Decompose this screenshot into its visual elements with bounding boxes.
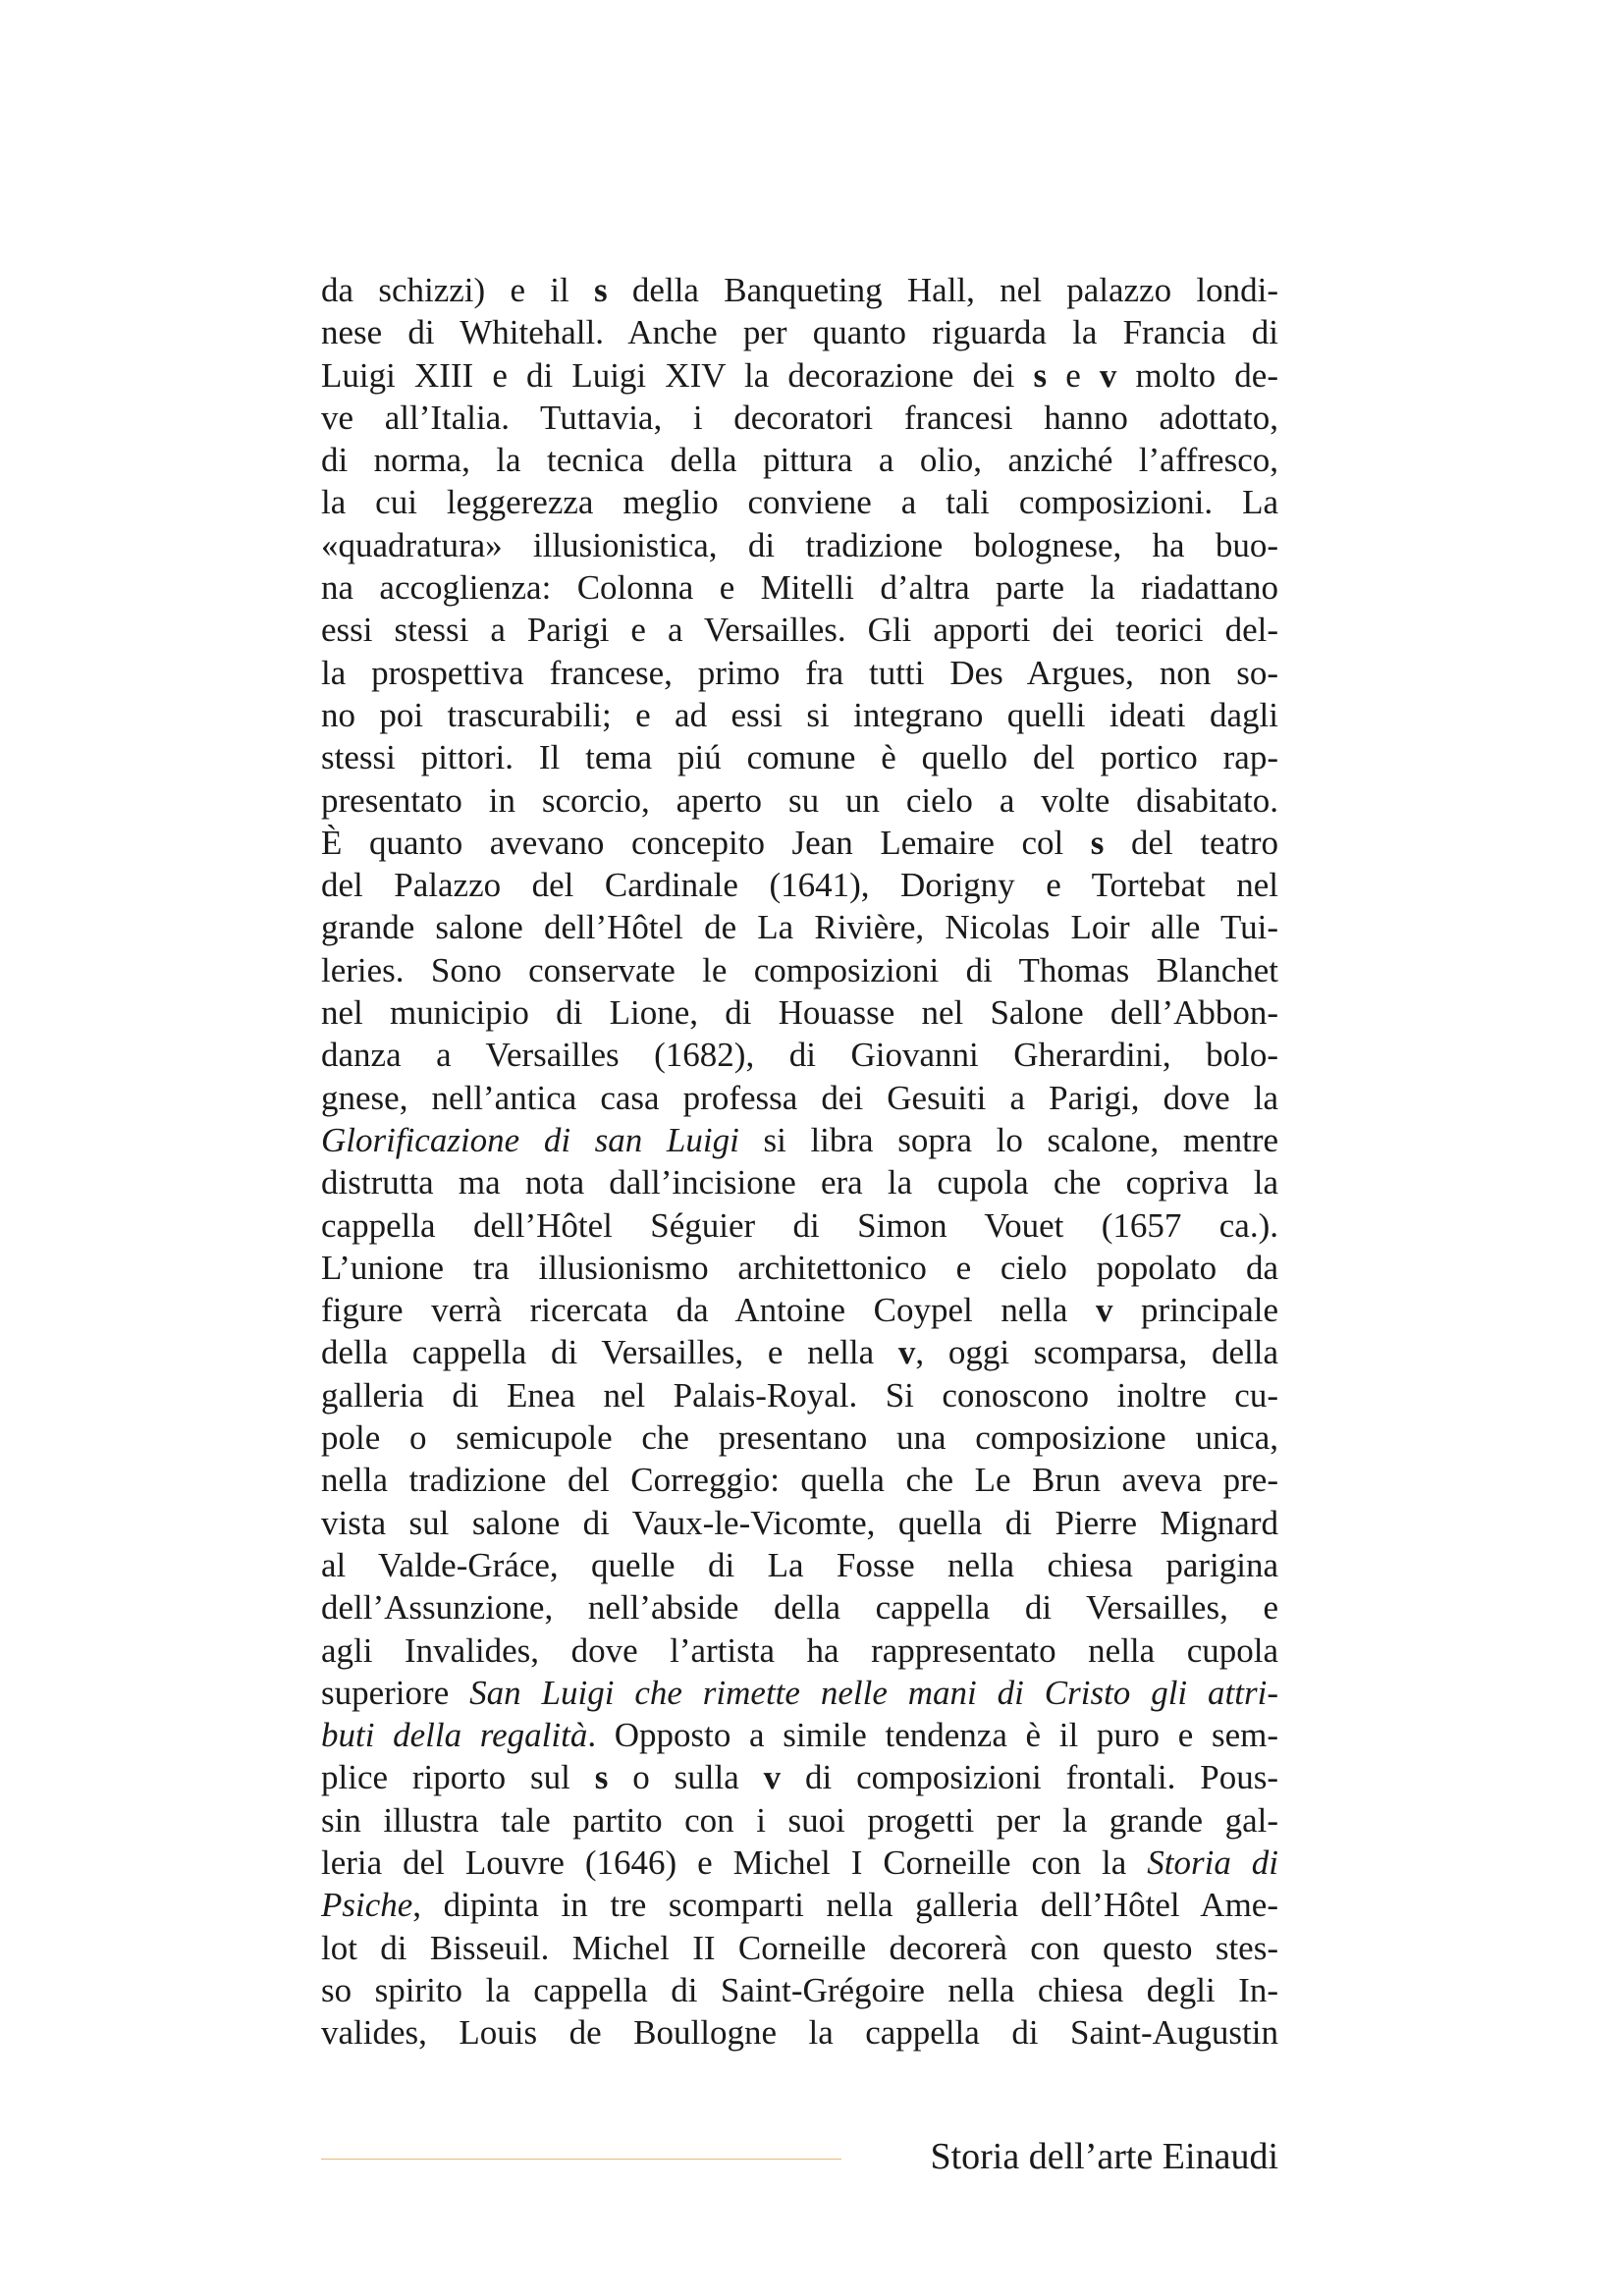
italic-title: Storia di xyxy=(1147,1842,1278,1882)
text-line xyxy=(321,1969,1278,2011)
text-run: o sulla xyxy=(608,1758,764,1797)
text-run: di norma, la tecnica della pittura a olio, anziché l’affresco, xyxy=(321,441,1278,480)
footer-rule xyxy=(321,2159,841,2160)
text-run: grande salone dell’Hôtel de La Rivière, Nicolas Loir alle Tui- xyxy=(321,908,1278,947)
text-run: so spirito la cappella di Saint-Grégoire nella chiesa degli In- xyxy=(321,1970,1278,2009)
text-line xyxy=(321,1289,1278,1331)
text-line xyxy=(321,2011,1278,2054)
text-run: ve all’Italia. Tuttavia, i decoratori francesi hanno adottato, xyxy=(321,398,1278,437)
bold-abbrev: s xyxy=(1090,823,1105,862)
text-run: la cui leggerezza meglio conviene a tali composizioni. La xyxy=(321,483,1278,522)
text-run: e xyxy=(1047,355,1100,395)
text-run: cappella dell’Hôtel Séguier di Simon Vouet (1657 ca.). xyxy=(321,1205,1278,1245)
text-run: molto de- xyxy=(1116,355,1278,395)
text-run: figure verrà ricercata da Antoine Coypel nella xyxy=(321,1291,1096,1330)
text-run: della Banqueting Hall, nel palazzo londi- xyxy=(607,271,1278,309)
text-line xyxy=(321,991,1278,1034)
text-run: L’unione tra illusionismo architettonico e cielo popolato da xyxy=(321,1248,1278,1287)
text-line xyxy=(321,311,1278,353)
text-run: Luigi XIII e di Luigi XIV la decorazione dei xyxy=(321,355,1034,395)
text-run: È quanto avevano concepito Jean Lemaire col xyxy=(321,823,1091,862)
italic-title: buti della regalità xyxy=(321,1716,588,1755)
text-run: al Valde-Gráce, quelle di La Fosse nella chiesa parigina xyxy=(321,1545,1278,1584)
text-run: lot di Bisseuil. Michel II Corneille decorerà con questo stes- xyxy=(321,1928,1278,1967)
text-line xyxy=(321,1799,1278,1842)
bold-abbrev: v xyxy=(763,1758,782,1797)
text-line xyxy=(321,609,1278,651)
bold-abbrev: v xyxy=(897,1333,916,1372)
text-line xyxy=(321,1247,1278,1289)
text-run: del Palazzo del Cardinale (1641), Dorigny e Tortebat nel xyxy=(321,866,1278,905)
text-line xyxy=(321,1161,1278,1203)
text-run: plice riporto sul xyxy=(321,1758,595,1797)
text-run: gnese, nell’antica casa professa dei Gesuiti a Parigi, dove la xyxy=(321,1078,1278,1117)
text-run: danza a Versailles (1682), di Giovanni Gherardini, bolo- xyxy=(321,1036,1278,1075)
text-run: . Opposto a simile tendenza è il puro e sem- xyxy=(587,1716,1278,1755)
text-line xyxy=(321,1459,1278,1501)
text-run: , dipinta in tre scomparti nella galleria dell’Hôtel Ame- xyxy=(412,1886,1278,1925)
text-line xyxy=(321,694,1278,736)
text-run: dell’Assunzione, nell’abside della cappella di Versailles, e xyxy=(321,1588,1278,1628)
text-line xyxy=(321,779,1278,822)
text-run: vista sul salone di Vaux-le-Vicomte, quella di Pierre Mignard xyxy=(321,1503,1278,1542)
text-line xyxy=(321,822,1278,864)
text-line xyxy=(321,1629,1278,1672)
text-line xyxy=(321,1204,1278,1247)
text-line xyxy=(321,1756,1278,1798)
text-run: , oggi scomparsa, della xyxy=(915,1333,1278,1372)
text-line xyxy=(321,1672,1278,1714)
text-run: principale xyxy=(1112,1291,1278,1330)
text-line xyxy=(321,1374,1278,1416)
text-line xyxy=(321,1842,1278,1884)
text-run: leries. Sono conservate le composizioni di Thomas Blanchet xyxy=(321,950,1278,989)
text-line xyxy=(321,439,1278,481)
body-text xyxy=(321,269,1278,2054)
text-run: valides, Louis de Boullogne la cappella di Saint-Augustin xyxy=(321,2013,1278,2053)
text-line xyxy=(321,1416,1278,1459)
italic-title: Glorificazione di san Luigi xyxy=(321,1120,739,1159)
text-run: leria del Louvre (1646) e Michel I Corneille con la xyxy=(321,1842,1148,1882)
text-line xyxy=(321,1502,1278,1544)
text-line xyxy=(321,1714,1278,1756)
text-line xyxy=(321,354,1278,397)
text-run: pole o semicupole che presentano una composizione unica, xyxy=(321,1418,1278,1458)
text-line xyxy=(321,949,1278,991)
text-run: presentato in scorcio, aperto su un cielo a volte disabitato. xyxy=(321,780,1278,820)
text-line xyxy=(321,1077,1278,1119)
text-run: essi stessi a Parigi e a Versailles. Gli apporti dei teorici del- xyxy=(321,611,1278,650)
text-line xyxy=(321,397,1278,439)
text-line xyxy=(321,652,1278,694)
text-run: nel municipio di Lione, di Houasse nel Salone dell’Abbon- xyxy=(321,993,1278,1033)
text-run: «quadratura» illusionistica, di tradizione bolognese, ha buo- xyxy=(321,525,1278,564)
text-line xyxy=(321,524,1278,566)
text-run: superiore xyxy=(321,1673,470,1712)
bold-abbrev: s xyxy=(1033,355,1048,395)
text-line xyxy=(321,1927,1278,1969)
text-run: si libra sopra lo scalone, mentre xyxy=(738,1120,1279,1159)
text-run: nella tradizione del Correggio: quella che Le Brun aveva pre- xyxy=(321,1461,1278,1500)
text-run: la prospettiva francese, primo fra tutti Des Argues, non so- xyxy=(321,653,1278,692)
text-line xyxy=(321,864,1278,906)
text-run: della cappella di Versailles, e nella xyxy=(321,1333,898,1372)
text-run: no poi trascurabili; e ad essi si integrano quelli ideati dagli xyxy=(321,695,1278,734)
text-run: na accoglienza: Colonna e Mitelli d’altra parte la riadattano xyxy=(321,568,1278,608)
text-line xyxy=(321,566,1278,609)
text-run: galleria di Enea nel Palais-Royal. Si conoscono inoltre cu- xyxy=(321,1375,1278,1415)
text-run: di composizioni frontali. Pous- xyxy=(781,1758,1278,1797)
text-line xyxy=(321,269,1278,311)
italic-title: Psiche xyxy=(321,1886,413,1925)
italic-title: San Luigi che rimette nelle mani di Cristo gli attri- xyxy=(469,1673,1278,1712)
text-run: nese di Whitehall. Anche per quanto riguarda la Francia di xyxy=(321,313,1278,352)
text-line xyxy=(321,1884,1278,1926)
text-line xyxy=(321,736,1278,778)
text-run: da schizzi) e il xyxy=(321,271,595,309)
footer-title: Storia dell’arte Einaudi xyxy=(930,2136,1278,2177)
text-run: del teatro xyxy=(1104,823,1278,862)
bold-abbrev: v xyxy=(1095,1291,1113,1330)
text-run: distrutta ma nota dall’incisione era la cupola che copriva la xyxy=(321,1163,1278,1202)
text-run: agli Invalides, dove l’artista ha rappresentato nella cupola xyxy=(321,1630,1278,1670)
text-line xyxy=(321,1586,1278,1629)
text-line xyxy=(321,481,1278,523)
text-run: stessi pittori. Il tema piú comune è quello del portico rap- xyxy=(321,738,1278,777)
text-line xyxy=(321,1331,1278,1373)
text-line xyxy=(321,1034,1278,1076)
bold-abbrev: s xyxy=(594,271,608,309)
text-run: sin illustra tale partito con i suoi progetti per la grande gal- xyxy=(321,1800,1278,1840)
bold-abbrev: s xyxy=(594,1758,609,1797)
bold-abbrev: v xyxy=(1099,355,1117,395)
text-line xyxy=(321,1544,1278,1586)
text-line xyxy=(321,906,1278,948)
text-line xyxy=(321,1119,1278,1161)
